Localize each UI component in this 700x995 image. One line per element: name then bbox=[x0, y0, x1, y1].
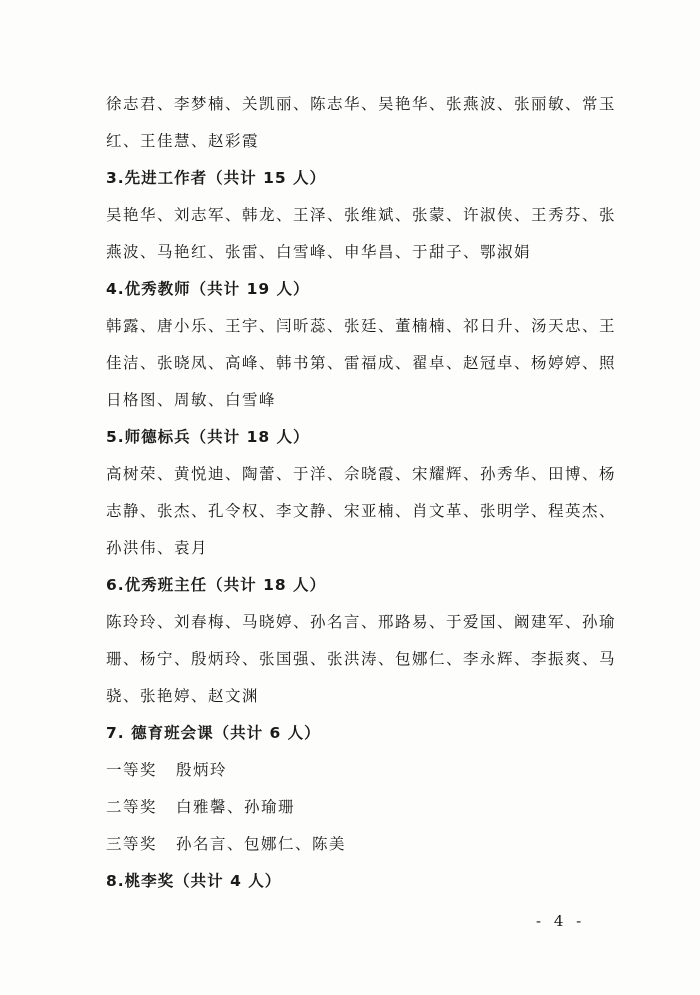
award-label: 一等奖 bbox=[106, 761, 158, 779]
section-moral-class-meeting bbox=[106, 715, 606, 863]
section-ethics-models bbox=[106, 419, 617, 567]
award-names: 白雅馨、孙瑜珊 bbox=[176, 798, 296, 816]
name-list-line: 珊、杨宁、殷炳玲、张国强、张洪涛、包娜仁、李永辉、李振爽、马 bbox=[106, 650, 617, 668]
document-body bbox=[106, 86, 617, 900]
name-list-line: 韩露、唐小乐、王宇、闫昕蕊、张廷、董楠楠、祁日升、汤天忠、王 bbox=[106, 317, 617, 335]
award-row-first bbox=[106, 752, 606, 789]
section-excellent-head-teachers bbox=[106, 567, 617, 715]
award-names: 孙名言、包娜仁、陈美 bbox=[176, 835, 347, 853]
name-list-line: 红、王佳慧、赵彩霞 bbox=[106, 132, 260, 150]
section-heading: 3.先进工作者（共计 15 人） bbox=[106, 169, 327, 187]
name-list-line: 燕波、马艳红、张雷、白雪峰、申华昌、于甜子、鄂淑娟 bbox=[106, 243, 532, 261]
section-continuation bbox=[106, 86, 617, 160]
name-list-line: 骁、张艳婷、赵文渊 bbox=[106, 687, 260, 705]
page-number: - 4 - bbox=[536, 912, 586, 930]
name-list-line: 孙洪伟、袁月 bbox=[106, 539, 209, 557]
name-list-line: 徐志君、李梦楠、关凯丽、陈志华、吴艳华、张燕波、张丽敏、常玉 bbox=[106, 95, 617, 113]
name-list-line: 志静、张杰、孔令权、李文静、宋亚楠、肖文革、张明学、程英杰、 bbox=[106, 502, 617, 520]
award-row-second bbox=[106, 789, 606, 826]
name-list-line: 陈玲玲、刘春梅、马晓婷、孙名言、邢路易、于爱国、阚建军、孙瑜 bbox=[106, 613, 617, 631]
section-peach-plum-award bbox=[106, 863, 606, 900]
name-list-line: 佳洁、张晓凤、高峰、韩书第、雷福成、翟卓、赵冠卓、杨婷婷、照 bbox=[106, 354, 617, 372]
section-excellent-teachers bbox=[106, 271, 617, 419]
section-advanced-workers bbox=[106, 160, 617, 271]
award-label: 三等奖 bbox=[106, 835, 158, 853]
name-list-line: 高树荣、黄悦迪、陶蕾、于洋、佘晓霞、宋耀辉、孙秀华、田博、杨 bbox=[106, 465, 617, 483]
section-heading: 5.师德标兵（共计 18 人） bbox=[106, 428, 310, 446]
award-names: 殷炳玲 bbox=[176, 761, 228, 779]
name-list-line: 日格图、周敏、白雪峰 bbox=[106, 391, 277, 409]
section-heading: 6.优秀班主任（共计 18 人） bbox=[106, 576, 327, 594]
name-list-line: 吴艳华、刘志军、韩龙、王泽、张维斌、张蒙、许淑侠、王秀芬、张 bbox=[106, 206, 617, 224]
section-heading: 8.桃李奖（共计 4 人） bbox=[106, 872, 282, 890]
award-row-third bbox=[106, 826, 606, 863]
section-heading: 7. 德育班会课（共计 6 人） bbox=[106, 724, 321, 742]
award-label: 二等奖 bbox=[106, 798, 158, 816]
section-heading: 4.优秀教师（共计 19 人） bbox=[106, 280, 310, 298]
